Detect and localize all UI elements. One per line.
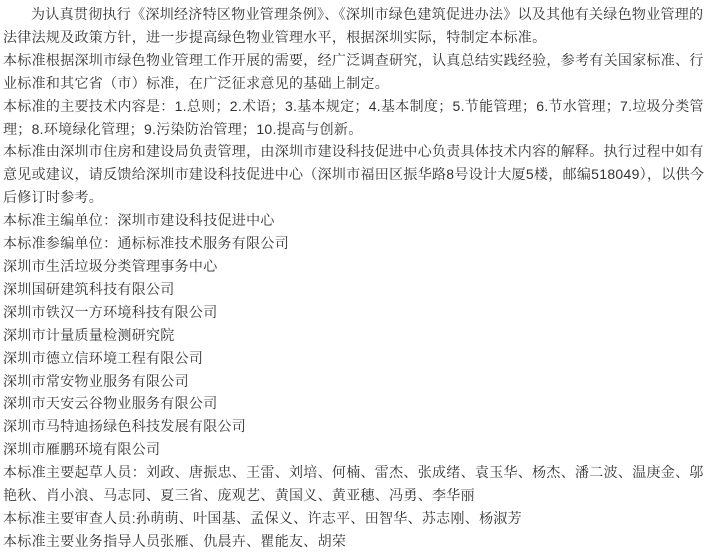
main-reviewers-line: 本标准主要审查人员:孙萌萌、叶国基、孟保义、许志平、田智华、苏志刚、杨淑芳 — [3, 509, 522, 526]
participating-unit-line: 深圳市德立信环境工程有限公司 — [3, 349, 204, 366]
participating-unit-line: 深圳市天安云谷物业服务有限公司 — [3, 395, 218, 412]
participating-unit-line: 深圳市计量质量检测研究院 — [3, 326, 175, 343]
participating-unit-line: 深圳市常安物业服务有限公司 — [3, 372, 189, 389]
participating-unit-line: 深圳国研建筑科技有限公司 — [3, 280, 175, 297]
management-and-feedback-paragraph: 本标准由深圳市住房和建设局负责管理，由深圳市建设科技促进中心负责具体技术内容的解释。执行过程中如有意见或建议，请反馈给深圳市建设科技促进中心（深圳市福田区振华路8号设计大厦5楼，邮编518049），以供今后修订时参考。 — [3, 143, 705, 206]
drafting-basis-paragraph: 本标准根据深圳市绿色物业管理工作开展的需要，经广泛调查研究，认真总结实践经验，参考有关国家标准、行业标准和其它省（市）标准，在广泛征求意见的基础上制定。 — [3, 51, 704, 91]
participating-unit-line: 本标准参编单位：通标标准技术服务有限公司 — [3, 235, 289, 252]
guidance-personnel-line: 本标准主要业务指导人员张雁、仇晨卉、瞿能友、胡荣 — [3, 532, 347, 549]
participating-unit-line: 深圳市铁汉一方环境科技有限公司 — [3, 303, 218, 320]
preface-intro-paragraph: 为认真贯彻执行《深圳经济特区物业管理条例》、《深圳市绿色建筑促进办法》以及其他有关绿色物业管理的法律法规及政策方针，进一步提高绿色物业管理水平，根据深圳实际，特制定本标准。 — [3, 6, 704, 45]
participating-unit-line: 深圳市生活垃圾分类管理事务中心 — [3, 257, 218, 274]
technical-contents-paragraph: 本标准的主要技术内容是：1.总则；2.术语；3.基本规定；4.基本制度；5.节能管理；6.节水管理；7.垃圾分类管理；8.环境绿化管理；9.污染防治管理；10.提高与创新。 — [3, 97, 704, 137]
participating-unit-line: 深圳市马特迪扬绿色科技发展有限公司 — [3, 418, 247, 435]
participating-unit-line: 深圳市雁鹏环境有限公司 — [3, 441, 161, 458]
chief-editing-unit-line: 本标准主编单位：深圳市建设科技促进中心 — [3, 212, 275, 229]
main-drafters-line: 本标准主要起草人员：刘政、唐振忠、王雷、刘培、何楠、雷杰、张成绪、袁玉华、杨杰、潘二波、温庚金、邬艳秋、肖小浪、马志同、夏三省、庞观艺、黄国义、黄亚穗、冯勇、李华丽 — [3, 464, 704, 504]
